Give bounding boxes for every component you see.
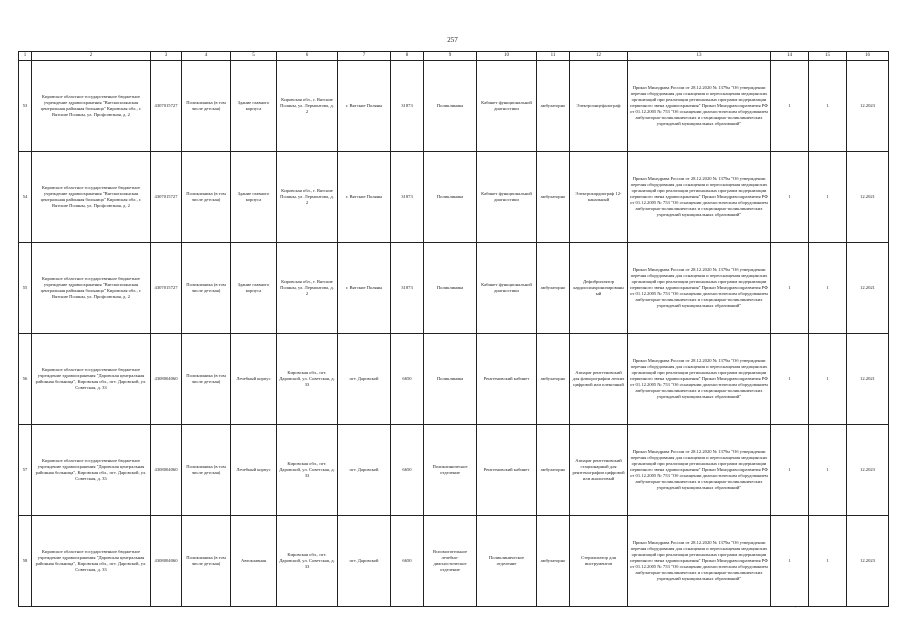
row-number-cell: 55 [19,243,32,334]
room-name-cell: Кабинет функциональной диагностики [477,243,537,334]
row-number-cell: 58 [19,516,32,607]
settlement-code-cell: 31873 [391,243,424,334]
department-cell: Поликлиника [424,61,477,152]
organization-name-cell: Кировское областное государственное бюджетное учреждение здравоохранения "Вятскополянская центральная районная больница" Кировская обл., г. Вятские Поляны, ул. Профсоюзная, д. 2 [32,243,151,334]
department-cell: Поликлиника [424,152,477,243]
building-name-cell: Здание главного корпуса [231,243,277,334]
row-number-cell: 57 [19,425,32,516]
room-name-cell: Рентгеновский кабинет [477,425,537,516]
facility-type-cell: Поликлиника (в том числе детская) [182,425,231,516]
equipment-name-cell: Электроэнцефалограф [570,61,628,152]
quantity-required-cell: 1 [771,152,809,243]
settlement-code-cell: 31873 [391,61,424,152]
building-address-cell: Кировская обл., г. Вятские Поляны, ул. Лермонтова, д. 2 [277,61,338,152]
room-name-cell: Поликлиническое отделение [477,516,537,607]
inn-code-cell: 4307015727 [151,152,182,243]
care-conditions-cell: амбулаторно [537,243,570,334]
room-name-cell: Кабинет функциональной диагностики [477,152,537,243]
inn-code-cell: 4308004060 [151,334,182,425]
row-number-cell: 56 [19,334,32,425]
equipment-name-cell: Аппарат рентгеновский для флюорографии легких цифровой или пленочный [570,334,628,425]
scan-mark: · [795,605,797,610]
table-row [19,243,889,334]
organization-name-cell: Кировское областное государственное бюджетное учреждение здравоохранения "Вятскополянская центральная районная больница" Кировская обл., г. Вятские Поляны, ул. Профсоюзная, д. 2 [32,152,151,243]
table-row [19,61,889,152]
column-number: 4 [182,52,231,61]
facility-type-cell: Поликлиника (в том числе детская) [182,516,231,607]
column-number: 5 [231,52,277,61]
organization-name-cell: Кировское областное государственное бюджетное учреждение здравоохранения "Даровская центральная районная больница", Кировская обл., пгт. Даровской, ул. Советская, д. 33 [32,334,151,425]
column-number: 7 [338,52,391,61]
column-number: 8 [391,52,424,61]
quantity-planned-cell: 1 [809,243,847,334]
building-name-cell: Лечебный корпус [231,334,277,425]
department-cell: Поликлиническое отделение [424,425,477,516]
building-address-cell: Кировская обл., г. Вятские Поляны, ул. Лермонтова, д. 2 [277,152,338,243]
column-number: 3 [151,52,182,61]
column-number: 14 [771,52,809,61]
room-name-cell: Кабинет функциональной диагностики [477,61,537,152]
building-name-cell: Здание главного корпуса [231,152,277,243]
care-conditions-cell: амбулаторно [537,334,570,425]
facility-type-cell: Поликлиника (в том числе детская) [182,243,231,334]
facility-type-cell: Поликлиника (в том числе детская) [182,152,231,243]
locality-cell: г. Вятские Поляны [338,152,391,243]
room-name-cell: Рентгеновский кабинет [477,334,537,425]
regulatory-basis-cell: Приказ Минздрава России от 28.12.2020 № 1379н "Об утверждении перечня оборудования для оснащения и переоснащения медицинских организаций при реализации региональных программ модернизации первичного звена здравоохранения" Приказ Минздравсоцразвития РФ от 01.12.2005 № 753 "Об оснащении диагностическим оборудованием амбулаторно-поликлинических и стационарно-поликлинических учреждений муниципальных образований" [628,334,771,425]
building-name-cell: Здание главного корпуса [231,61,277,152]
table-row [19,516,889,607]
regulatory-basis-cell: Приказ Минздрава России от 28.12.2020 № 1379н "Об утверждении перечня оборудования для оснащения и переоснащения медицинских организаций при реализации региональных программ модернизации первичного звена здравоохранения" Приказ Минздравсоцразвития РФ от 01.12.2005 № 753 "Об оснащении диагностическим оборудованием амбулаторно-поликлинических и стационарно-поликлинических учреждений муниципальных образований" [628,152,771,243]
equipment-register-table [18,51,889,607]
quantity-required-cell: 1 [771,425,809,516]
building-address-cell: Кировская обл., пгт. Даровской, ул. Советская, д. 33 [277,425,338,516]
table-row [19,152,889,243]
delivery-date-cell: 12.2023 [847,61,889,152]
building-address-cell: Кировская обл., г. Вятские Поляны, ул. Лермонтова, д. 2 [277,243,338,334]
quantity-required-cell: 1 [771,243,809,334]
regulatory-basis-cell: Приказ Минздрава России от 28.12.2020 № 1379н "Об утверждении перечня оборудования для оснащения и переоснащения медицинских организаций при реализации региональных программ модернизации первичного звена здравоохранения" Приказ Минздравсоцразвития РФ от 01.12.2005 № 753 "Об оснащении диагностическим оборудованием амбулаторно-поликлинических и стационарно-поликлинических учреждений муниципальных образований" [628,425,771,516]
settlement-code-cell: 6650 [391,425,424,516]
equipment-name-cell: Дефибриллятор кардиосинхронизированный [570,243,628,334]
regulatory-basis-cell: Приказ Минздрава России от 28.12.2020 № 1379н "Об утверждении перечня оборудования для оснащения и переоснащения медицинских организаций при реализации региональных программ модернизации первичного звена здравоохранения" Приказ Минздравсоцразвития РФ от 01.12.2005 № 753 "Об оснащении диагностическим оборудованием амбулаторно-поликлинических и стационарно-поликлинических учреждений муниципальных образований" [628,516,771,607]
settlement-code-cell: 31873 [391,152,424,243]
quantity-planned-cell: 1 [809,516,847,607]
quantity-planned-cell: 1 [809,152,847,243]
column-number: 6 [277,52,338,61]
settlement-code-cell: 6650 [391,516,424,607]
equipment-name-cell: Аппарат рентгеновский стационарный для рентгенографии цифровой или аналоговый [570,425,628,516]
quantity-planned-cell: 1 [809,334,847,425]
delivery-date-cell: 12.2023 [847,516,889,607]
facility-type-cell: Поликлиника (в том числе детская) [182,61,231,152]
organization-name-cell: Кировское областное государственное бюджетное учреждение здравоохранения "Вятскополянская центральная районная больница" Кировская обл., г. Вятские Поляны, ул. Профсоюзная, д. 2 [32,61,151,152]
equipment-name-cell: Стерилизатор для инструментов [570,516,628,607]
table-row [19,425,889,516]
column-number: 16 [847,52,889,61]
delivery-date-cell: 12.2021 [847,334,889,425]
regulatory-basis-cell: Приказ Минздрава России от 28.12.2020 № 1379н "Об утверждении перечня оборудования для оснащения и переоснащения медицинских организаций при реализации региональных программ модернизации первичного звена здравоохранения" Приказ Минздравсоцразвития РФ от 01.12.2005 № 753 "Об оснащении диагностическим оборудованием амбулаторно-поликлинических и стационарно-поликлинических учреждений муниципальных образований" [628,61,771,152]
locality-cell: г. Вятские Поляны [338,243,391,334]
column-number: 13 [628,52,771,61]
department-cell: Поликлиника [424,243,477,334]
equipment-name-cell: Электрокардиограф 12-канальный [570,152,628,243]
table-body [19,61,889,607]
building-name-cell: Лечебный корпус [231,425,277,516]
locality-cell: пгт. Даровской [338,425,391,516]
column-number: 11 [537,52,570,61]
inn-code-cell: 4307015727 [151,61,182,152]
column-number: 9 [424,52,477,61]
building-address-cell: Кировская обл., пгт. Даровской, ул. Советская, д. 33 [277,516,338,607]
department-cell: Поликлиника [424,334,477,425]
facility-type-cell: Поликлиника (в том числе детская) [182,334,231,425]
care-conditions-cell: амбулаторно [537,425,570,516]
column-number: 10 [477,52,537,61]
department-cell: Вспомогательное лечебно-диагностическое отделение [424,516,477,607]
building-address-cell: Кировская обл., пгт. Даровской, ул. Советская, д. 33 [277,334,338,425]
column-number-row [19,52,889,61]
column-number: 12 [570,52,628,61]
care-conditions-cell: амбулаторно [537,516,570,607]
delivery-date-cell: 12.2023 [847,425,889,516]
delivery-date-cell: 12.2021 [847,243,889,334]
regulatory-basis-cell: Приказ Минздрава России от 28.12.2020 № 1379н "Об утверждении перечня оборудования для оснащения и переоснащения медицинских организаций при реализации региональных программ модернизации первичного звена здравоохранения" Приказ Минздравсоцразвития РФ от 01.12.2005 № 753 "Об оснащении диагностическим оборудованием амбулаторно-поликлинических и стационарно-поликлинических учреждений муниципальных образований" [628,243,771,334]
delivery-date-cell: 12.2021 [847,152,889,243]
column-number: 15 [809,52,847,61]
row-number-cell: 54 [19,152,32,243]
organization-name-cell: Кировское областное государственное бюджетное учреждение здравоохранения "Даровская центральная районная больница", Кировская обл., пгт. Даровской, ул. Советская, д. 33 [32,425,151,516]
care-conditions-cell: амбулаторно [537,152,570,243]
building-name-cell: Автоклавная [231,516,277,607]
quantity-required-cell: 1 [771,516,809,607]
inn-code-cell: 4307015727 [151,243,182,334]
locality-cell: г. Вятские Поляны [338,61,391,152]
page-number: 257 [447,36,458,44]
quantity-required-cell: 1 [771,334,809,425]
row-number-cell: 53 [19,61,32,152]
inn-code-cell: 4308004060 [151,425,182,516]
column-number: 2 [32,52,151,61]
inn-code-cell: 4308004060 [151,516,182,607]
quantity-required-cell: 1 [771,61,809,152]
organization-name-cell: Кировское областное государственное бюджетное учреждение здравоохранения "Даровская центральная районная больница", Кировская обл., пгт. Даровской, ул. Советская, д. 33 [32,516,151,607]
table-row [19,334,889,425]
quantity-planned-cell: 1 [809,425,847,516]
care-conditions-cell: амбулаторно [537,61,570,152]
settlement-code-cell: 6650 [391,334,424,425]
quantity-planned-cell: 1 [809,61,847,152]
locality-cell: пгт. Даровской [338,516,391,607]
column-number: 1 [19,52,32,61]
locality-cell: пгт. Даровской [338,334,391,425]
